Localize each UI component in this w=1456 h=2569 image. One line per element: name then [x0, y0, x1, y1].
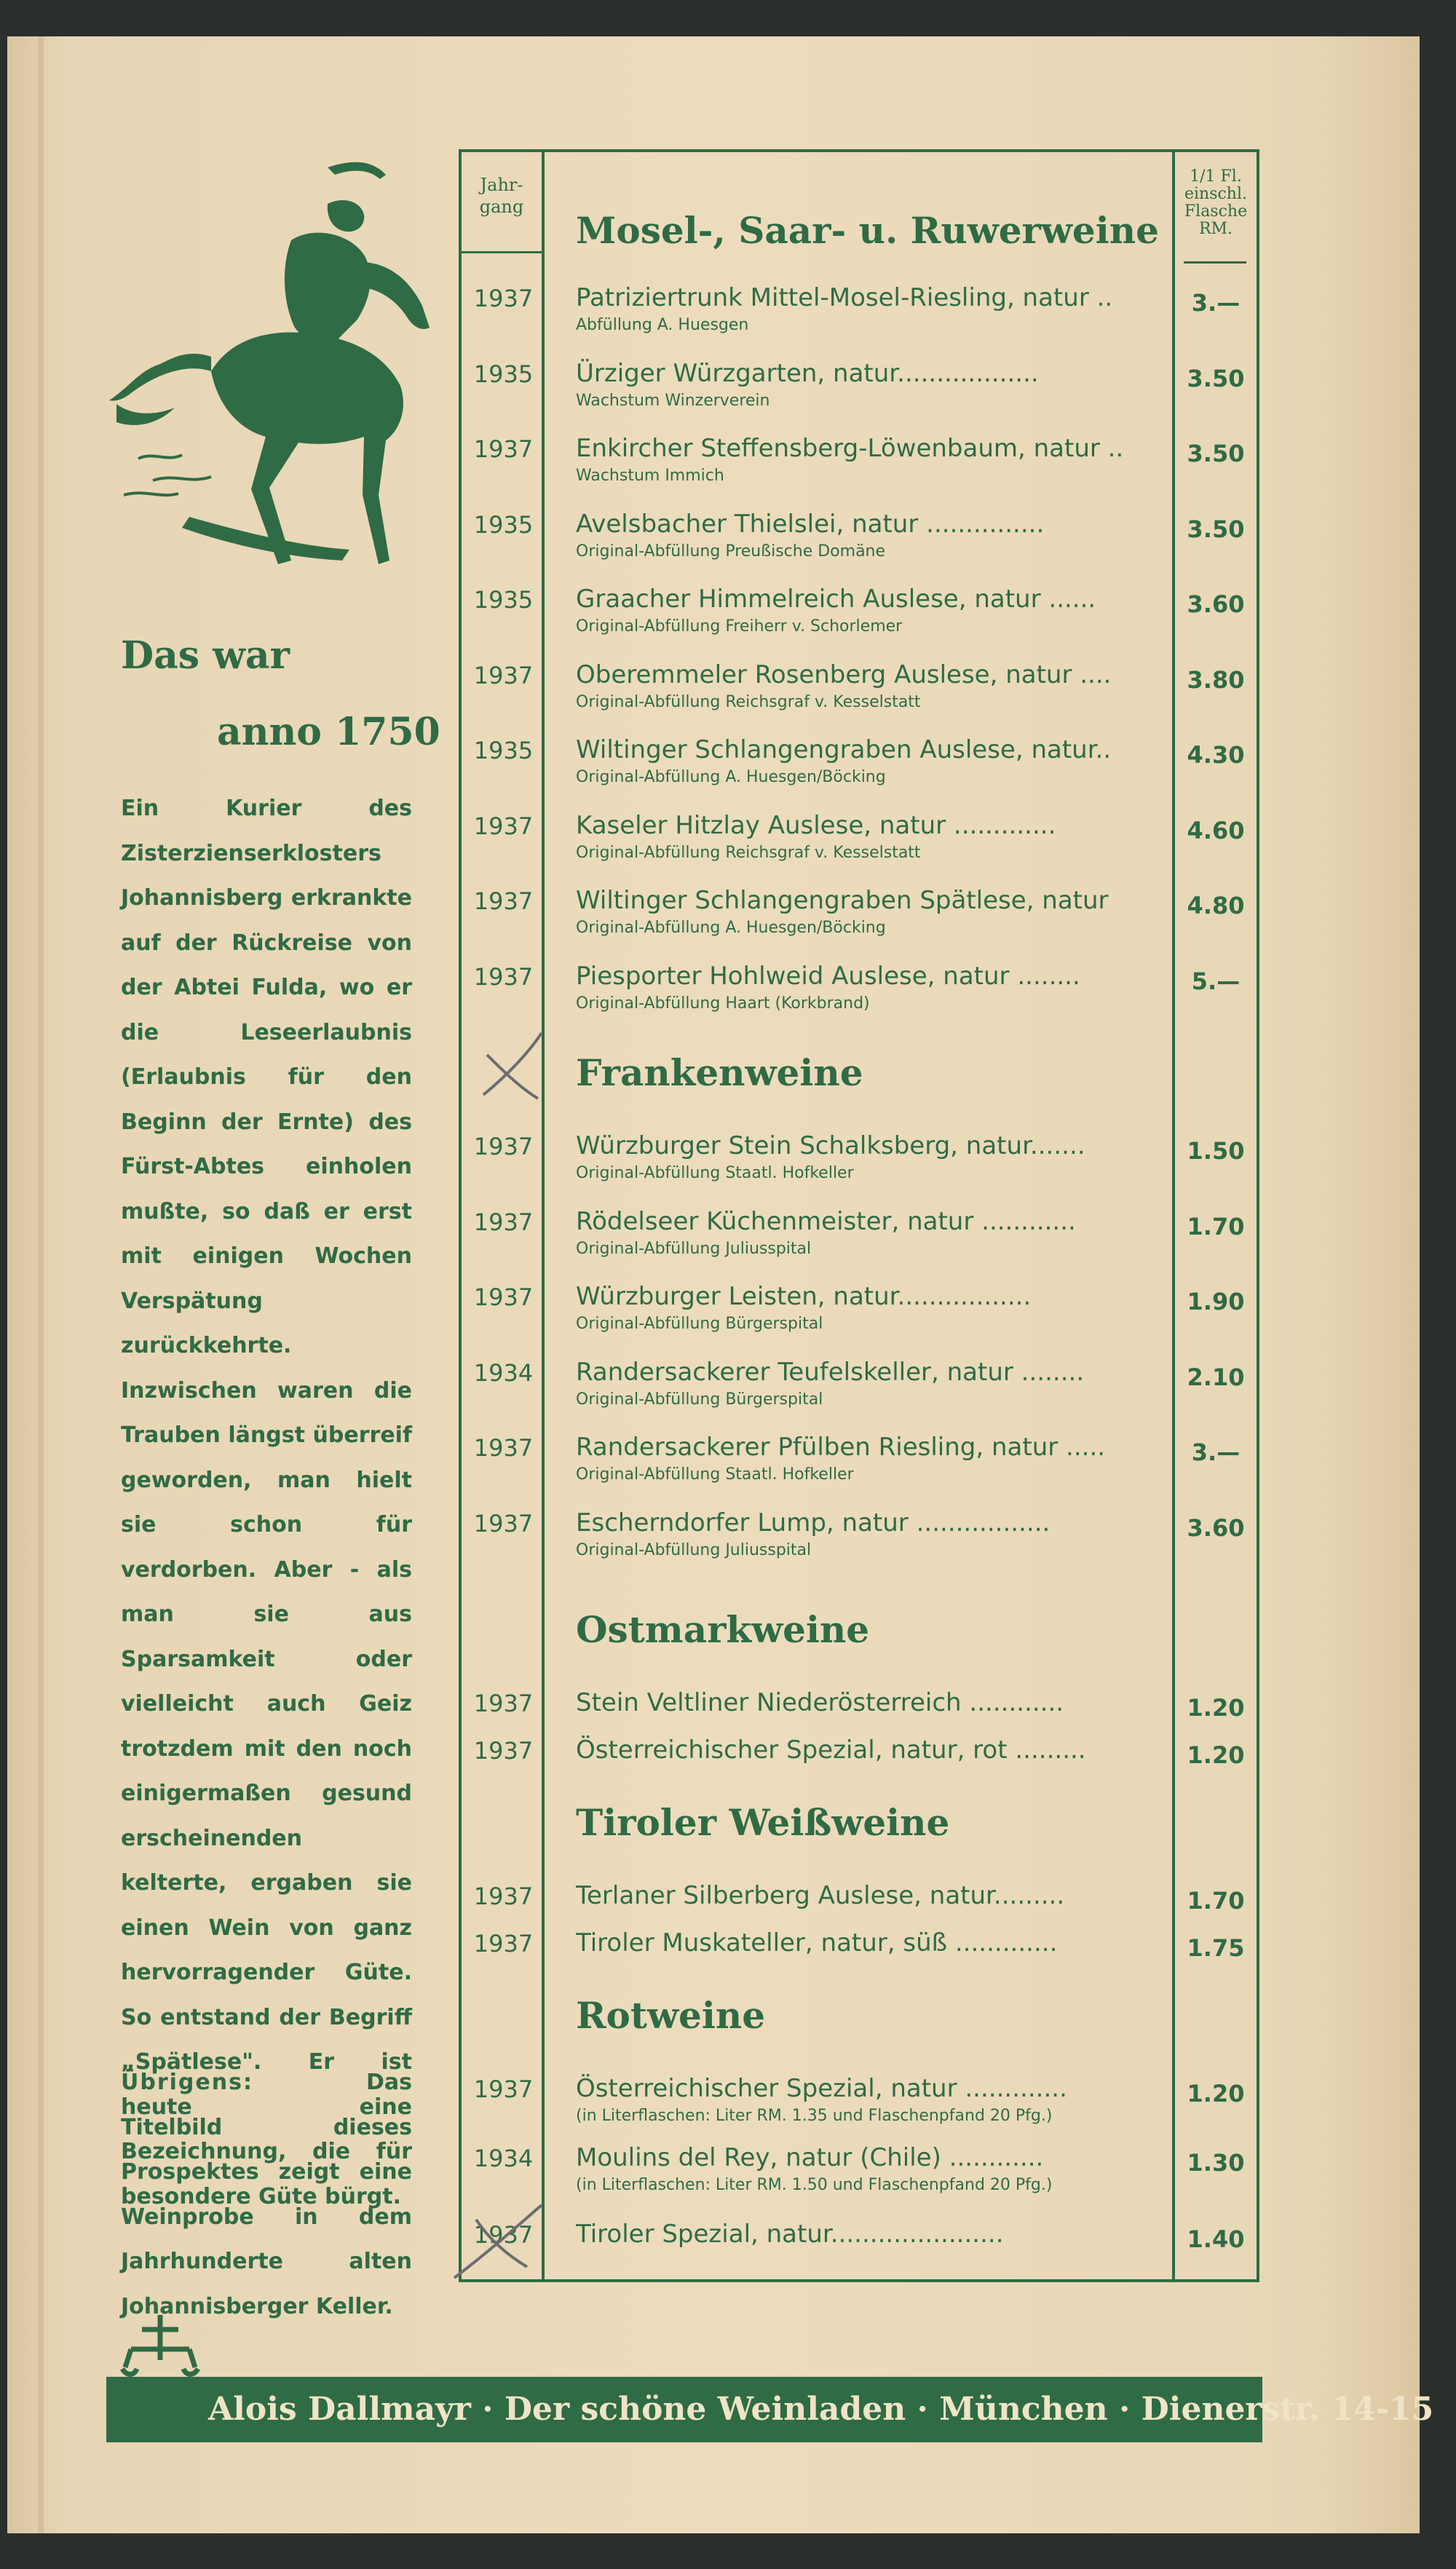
section-rot: Rotweine [576, 1994, 766, 2037]
wine-price: 1.90 [1187, 1288, 1245, 1315]
wine-name: Randersackerer Teufelskeller, natur ........ [576, 1357, 1085, 1387]
wine-year: 1937 [473, 887, 534, 915]
wine-name: Rödelseer Küchenmeister, natur ............ [576, 1206, 1076, 1236]
wine-name: Würzburger Stein Schalksberg, natur....... [576, 1131, 1085, 1160]
wine-price: 4.80 [1187, 892, 1245, 919]
price-column-header: 1/1 Fl. einschl. Flasche RM. [1184, 167, 1248, 238]
wine-year: 1935 [473, 737, 534, 764]
wine-year: 1937 [473, 285, 534, 312]
wine-price: 1.70 [1187, 1212, 1245, 1240]
wine-year: 1937 [473, 1283, 534, 1311]
wine-year: 1937 [473, 2221, 534, 2249]
price-header-rule [1184, 261, 1246, 264]
wine-price: 3.60 [1187, 1513, 1245, 1542]
wine-year: 1935 [473, 360, 534, 388]
wine-year: 1937 [473, 962, 534, 991]
wine-name: Würzburger Leisten, natur................. [576, 1282, 1032, 1311]
wine-name: Tiroler Muskateller, natur, süß ............. [576, 1928, 1058, 1958]
wine-price: 4.30 [1187, 741, 1245, 769]
wine-price: 4.60 [1187, 816, 1245, 844]
wine-bottler: (in Literflaschen: Liter RM. 1.35 und Flaschenpfand 20 Pfg.) [576, 2107, 1053, 2125]
wine-bottler: Original-Abfüllung Freiherr v. Schorlemer [576, 617, 903, 636]
wine-year: 1937 [473, 435, 534, 463]
wine-name: Tiroler Spezial, natur...................... [576, 2220, 1004, 2249]
wine-name: Terlaner Silberberg Auslese, natur......... [576, 1881, 1065, 1910]
story-title-line1: Das war [121, 633, 290, 678]
footer-banner [106, 2377, 1434, 2442]
wine-price: 1.30 [1187, 2149, 1245, 2177]
wine-name: Escherndorfer Lump, natur ................. [576, 1508, 1051, 1537]
wine-bottler: Original-Abfüllung Preußische Domäne [576, 542, 886, 561]
wine-price: 3.60 [1187, 590, 1245, 618]
wine-name: Patriziertrunk Mittel-Mosel-Riesling, natur .. [576, 283, 1113, 312]
wine-bottler: Original-Abfüllung Juliusspital [576, 1239, 812, 1258]
wine-bottler: Wachstum Immich [576, 467, 724, 485]
wine-bottler: Original-Abfüllung Haart (Korkbrand) [576, 994, 870, 1013]
wine-year: 1934 [473, 2145, 534, 2172]
year-header-rule [462, 251, 542, 253]
wine-bottler: Original-Abfüllung Staatl. Hofkeller [576, 1164, 854, 1182]
wine-bottler: Original-Abfüllung Reichsgraf v. Kesselstatt [576, 843, 921, 862]
wine-price: 1.20 [1187, 1741, 1245, 1769]
wine-year: 1937 [473, 1434, 534, 1462]
wine-price: 3.80 [1187, 665, 1245, 694]
wine-year: 1937 [473, 661, 534, 689]
pencil-cross-mark-2 [447, 2198, 549, 2285]
wine-bottler: Original-Abfüllung Bürgerspital [576, 1390, 823, 1409]
wine-price: 3.— [1191, 1438, 1241, 1466]
wine-name: Österreichischer Spezial, natur, rot ......... [576, 1735, 1086, 1765]
wine-year: 1934 [473, 1358, 534, 1387]
wine-name: Österreichischer Spezial, natur ............. [576, 2074, 1067, 2103]
footer-text: Alois Dallmayr · Der schöne Weinladen · München · Dienerstr. 14-15 [208, 2391, 1434, 2428]
section-mosel: Mosel-, Saar- u. Ruwerweine [576, 209, 1159, 252]
story-note [121, 2060, 412, 2329]
wine-price: 1.20 [1187, 1694, 1245, 1722]
wine-year: 1937 [473, 2075, 534, 2103]
wine-name: Graacher Himmelreich Auslese, natur ...... [576, 585, 1096, 614]
wine-name: Kaseler Hitzlay Auslese, natur ............. [576, 810, 1056, 840]
wine-name: Avelsbacher Thielslei, natur ............... [576, 509, 1045, 539]
wine-year: 1937 [473, 1690, 534, 1717]
menu-page [7, 36, 1434, 2533]
wine-year: 1935 [473, 510, 534, 539]
wine-name: Wiltinger Schlangengraben Auslese, natur.. [576, 735, 1112, 764]
year-column-header: Jahr- gang [479, 175, 524, 217]
wine-bottler: Original-Abfüllung Juliusspital [576, 1540, 812, 1559]
wine-year: 1935 [473, 586, 534, 614]
wine-bottler: Original-Abfüllung Staatl. Hofkeller [576, 1465, 854, 1484]
wine-bottler: Original-Abfüllung Reichsgraf v. Kesselstatt [576, 692, 921, 711]
wine-bottler: Original-Abfüllung A. Huesgen/Böcking [576, 768, 886, 786]
wine-year: 1937 [473, 1133, 534, 1160]
wine-table [459, 149, 1259, 2282]
wine-name: Piesporter Hohlweid Auslese, natur ........ [576, 961, 1080, 991]
section-ostmark: Ostmarkweine [576, 1608, 870, 1651]
section-tirol: Tiroler Weißweine [576, 1801, 950, 1844]
wine-price: 5.— [1191, 967, 1241, 995]
wine-price: 1.20 [1187, 2080, 1245, 2107]
wine-price: 3.50 [1187, 364, 1245, 392]
wine-name: Moulins del Rey, natur (Chile) ............ [576, 2143, 1044, 2172]
wine-price: 1.70 [1187, 1887, 1245, 1915]
wine-year: 1937 [473, 1208, 534, 1236]
wine-price: 3.50 [1187, 515, 1245, 543]
wine-price: 2.10 [1187, 1363, 1245, 1391]
wine-price: 3.— [1191, 289, 1241, 317]
wine-year: 1937 [473, 1930, 534, 1958]
wine-name: Wiltinger Schlangengraben Spätlese, natur [576, 886, 1109, 915]
horse-rider-icon [109, 153, 430, 597]
wine-name: Enkircher Steffensberg-Löwenbaum, natur .. [576, 434, 1124, 463]
wine-price: 1.50 [1187, 1137, 1245, 1165]
wine-year: 1937 [473, 1737, 534, 1765]
wine-name: Randersackerer Pfülben Riesling, natur ..... [576, 1433, 1106, 1462]
wine-name: Stein Veltliner Niederösterreich ............ [576, 1688, 1064, 1717]
story-note-lead: Übrigens: [121, 2070, 253, 2095]
paper-fold [38, 36, 44, 2533]
wine-name: Oberemmeler Rosenberg Auslese, natur .... [576, 660, 1112, 689]
wine-bottler: (in Literflaschen: Liter RM. 1.50 und Flaschenpfand 20 Pfg.) [576, 2176, 1053, 2194]
wine-price: 1.40 [1187, 2225, 1245, 2253]
wine-bottler: Wachstum Winzerverein [576, 391, 770, 410]
wine-year: 1937 [473, 1883, 534, 1910]
pencil-cross-mark [469, 1026, 549, 1106]
wine-year: 1937 [473, 1509, 534, 1537]
section-franken: Frankenweine [576, 1051, 863, 1094]
wine-price: 1.75 [1187, 1934, 1245, 1962]
wine-bottler: Abfüllung A. Huesgen [576, 316, 749, 334]
wine-year: 1937 [473, 812, 534, 840]
wine-bottler: Original-Abfüllung A. Huesgen/Böcking [576, 919, 886, 937]
story-body: Ein Kurier des Zisterzienserklosters Johannisberg erkrankte auf der Rückreise von der Abtei Fulda, wo er die Leseerlaubnis (Erlaubnis für den Beginn der Ernte) des Fürst-Abtes einholen mußte, so daß er erst mit einigen Wochen Verspätung zurückkehrte. Inzwischen waren die Trauben längst überreif geworden, man hielt sie schon für verdorben. Aber - als man sie aus Sparsamkeit oder vielleicht auch Geiz trotzdem mit den noch einigermaßen gesund erscheinenden kelterte, ergaben sie einen Wein von ganz hervorragender Güte. So entstand der Begriff „Spätlese". Er ist heute eine Bezeichnung, die für besondere Güte bürgt. [121, 796, 412, 2209]
wine-price: 3.50 [1187, 440, 1245, 467]
story-note-body: Das Titelbild dieses Prospektes zeigt eine Weinprobe in dem Jahrhunderte alten Johannisberger Keller. [121, 2070, 412, 2319]
story-title-line2: anno 1750 [217, 710, 440, 754]
wine-bottler: Original-Abfüllung Bürgerspital [576, 1315, 823, 1333]
wine-name: Ürziger Würzgarten, natur.................. [576, 358, 1039, 388]
